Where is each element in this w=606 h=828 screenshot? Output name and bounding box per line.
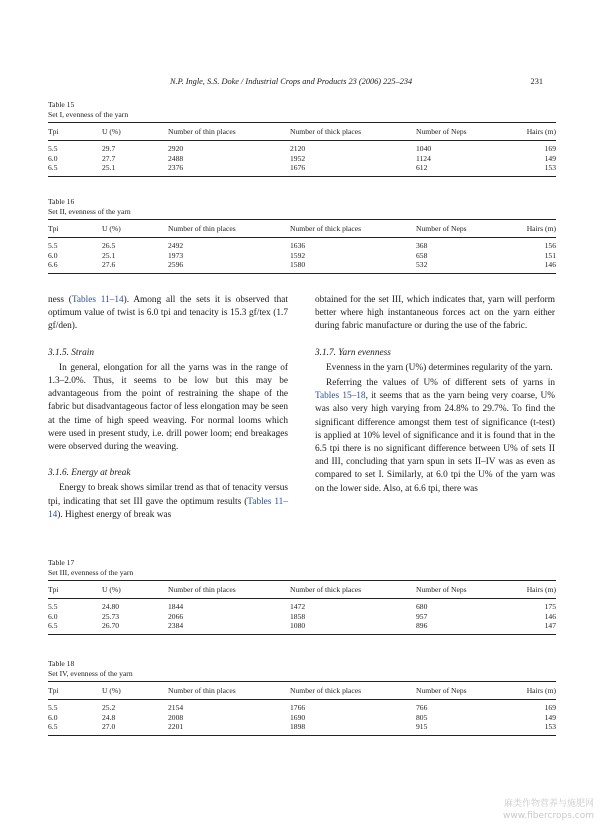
table-cell: 2376 [168, 163, 290, 176]
section-heading-evenness: 3.1.7. Yarn evenness [315, 347, 391, 358]
column-header: Number of thick places [290, 581, 416, 599]
table-cell: 25.1 [102, 163, 168, 176]
table-cell: 2596 [168, 260, 290, 273]
table-cell: 612 [416, 163, 496, 176]
table-cell: 6.0 [48, 712, 58, 722]
table-label: Table 16 [48, 197, 75, 206]
table-cell: 27.7 [102, 153, 116, 163]
table-cell: 1690 [290, 712, 306, 722]
table-cell: 6.0 [48, 153, 58, 163]
column-header: Tpi [48, 682, 102, 700]
table-cell: 149 [544, 712, 556, 722]
paragraph-energy-continued: obtained for the set III, which indicates that, yarn will perform better where high instantaneous forces act on the yarn either during fabric manufacture or during the use of the fabric. [315, 295, 555, 332]
table-cell: 153 [496, 163, 556, 176]
table-cell: 26.5 [102, 241, 116, 250]
section-heading-strain: 3.1.5. Strain [48, 347, 94, 358]
column-header: Number of Neps [416, 123, 496, 141]
table-row [48, 154, 556, 164]
table-cell: 149 [544, 153, 556, 163]
table-cell: 2120 [290, 144, 306, 153]
table-cell: 2066 [168, 611, 184, 621]
table-cell: 146 [496, 260, 556, 273]
column-header: Hairs (m) [496, 123, 556, 141]
table-cell: 25.1 [102, 250, 116, 260]
table-cell: 24.8 [102, 712, 116, 722]
table-cell: 6.5 [48, 722, 102, 735]
table-cell: 5.5 [48, 703, 58, 712]
table-cell: 1952 [290, 153, 306, 163]
watermark-url: www.fibercrops.com [503, 811, 594, 821]
table-cell: 2492 [168, 241, 184, 250]
table-row [48, 141, 556, 154]
data-table [48, 580, 556, 635]
table-cell: 169 [544, 144, 556, 153]
table-cell: 1580 [290, 260, 416, 273]
table-cell: 5.5 [48, 602, 58, 611]
table-row [48, 612, 556, 622]
column-header: Number of Neps [416, 682, 496, 700]
table-cell: 26.70 [102, 621, 168, 634]
table-cell: 1844 [168, 602, 184, 611]
left-text-column [48, 294, 288, 522]
table-row [48, 251, 556, 261]
table-cell: 2384 [168, 621, 290, 634]
column-header: U (%) [102, 220, 168, 238]
table-cell: 1898 [290, 722, 416, 735]
running-header-citation: N.P. Ingle, S.S. Doke / Industrial Crops and Products 23 (2006) 225–234 [170, 77, 413, 86]
table-cell: 805 [416, 712, 428, 722]
table-label: Table 15 [48, 100, 75, 109]
table-reference-link[interactable]: Tables 11–14 [48, 496, 288, 520]
table-label: Table 17 [48, 558, 75, 567]
table-row [48, 599, 556, 612]
table-row [48, 163, 556, 176]
table-cell: 2008 [168, 712, 184, 722]
table-cell: 146 [544, 611, 556, 621]
table-caption: Set IV, evenness of the yarn [48, 669, 133, 678]
table-cell: 2154 [168, 703, 184, 712]
table-cell: 5.5 [48, 144, 58, 153]
table-cell: 169 [544, 703, 556, 712]
table-cell: 24.80 [102, 602, 120, 611]
table-row [48, 713, 556, 723]
table-cell: 1592 [290, 250, 306, 260]
table-cell: 368 [416, 241, 428, 250]
paragraph-energy: Energy to break shows similar trend as that of tenacity versus tpi, indicating that set III gave the optimum results (Tables 11–14). Highest energy of break was [48, 483, 288, 520]
site-watermark [503, 798, 594, 822]
table-cell: 1040 [416, 144, 432, 153]
data-table [48, 219, 556, 274]
table-cell: 25.73 [102, 611, 120, 621]
table-cell: 2201 [168, 722, 290, 735]
table-cell: 766 [416, 703, 428, 712]
table-row [48, 238, 556, 251]
table-row [48, 621, 556, 634]
column-header: Number of thick places [290, 220, 416, 238]
table-header-row [48, 581, 556, 599]
table-caption: Set III, evenness of the yarn [48, 568, 134, 577]
column-header: Number of thin places [168, 581, 290, 599]
column-header: Number of thin places [168, 123, 290, 141]
table-cell: 1124 [416, 153, 431, 163]
table-cell: 1858 [290, 611, 306, 621]
table-cell: 1472 [290, 602, 306, 611]
column-header: Number of thin places [168, 682, 290, 700]
table-cell: 6.0 [48, 611, 58, 621]
table-cell: 1766 [290, 703, 306, 712]
column-header: Number of thin places [168, 220, 290, 238]
table-cell: 896 [416, 621, 496, 634]
table-header-row [48, 682, 556, 700]
page-number: 231 [530, 77, 543, 86]
table-cell: 2488 [168, 153, 184, 163]
table-cell: 2920 [168, 144, 184, 153]
table-cell: 27.6 [102, 260, 168, 273]
table-cell: 175 [544, 602, 556, 611]
column-header: Number of Neps [416, 220, 496, 238]
column-header: U (%) [102, 123, 168, 141]
table-caption: Set I, evenness of the yarn [48, 110, 129, 119]
table-cell: 6.6 [48, 260, 102, 273]
watermark-title: 麻类作物营养与施肥网 [503, 799, 594, 809]
column-header: Tpi [48, 581, 102, 599]
paragraph-u-percent: Referring the values of U% of different sets of yarns in Tables 15–18, it seems that as the yarn being very coarse, U% was also very high varying from 24.8% to 29.7%. To find the significant difference amongst them test of significance (t-test) is applied at 10% level of significance and it is found that in the 6.5 tpi there is no significant difference between U% of sets II and III, concluding that yarn spun in sets II–IV was as even as compared to set I. Similarly, at 6.0 tpi the U% of the yarn was on the lower side. Also, at 6.6 tpi, there was [315, 378, 555, 494]
column-header: U (%) [102, 581, 168, 599]
table-label: Table 18 [48, 659, 75, 668]
column-header: Tpi [48, 220, 102, 238]
table-header-row [48, 123, 556, 141]
table-cell: 6.0 [48, 250, 58, 260]
column-header: Number of Neps [416, 581, 496, 599]
column-header: Number of thick places [290, 682, 416, 700]
table-row [48, 260, 556, 273]
table-cell: 156 [544, 241, 556, 250]
table-reference-link[interactable]: Tables 11–14 [71, 295, 124, 305]
table-cell: 1080 [290, 621, 416, 634]
table-cell: 147 [496, 621, 556, 634]
table-18 [48, 659, 556, 736]
column-header: Tpi [48, 123, 102, 141]
column-header: Hairs (m) [496, 682, 556, 700]
table-16 [48, 197, 556, 274]
data-table [48, 122, 556, 177]
table-caption: Set II, evenness of the yarn [48, 207, 131, 216]
table-row [48, 722, 556, 735]
table-cell: 680 [416, 602, 428, 611]
table-cell: 25.2 [102, 703, 116, 712]
column-header: Hairs (m) [496, 220, 556, 238]
table-17 [48, 558, 556, 635]
column-header: U (%) [102, 682, 168, 700]
table-reference-link[interactable]: Tables 15–18 [315, 391, 366, 402]
table-header-row [48, 220, 556, 238]
table-cell: 5.5 [48, 241, 58, 250]
running-header [0, 77, 606, 91]
table-cell: 532 [416, 260, 496, 273]
table-cell: 29.7 [102, 144, 116, 153]
table-cell: 1676 [290, 163, 416, 176]
column-header: Number of thick places [290, 123, 416, 141]
section-heading-energy: 3.1.6. Energy at break [48, 468, 131, 479]
paragraph-tenacity: ness (Tables 11–14). Among all the sets it is observed that optimum value of twist is 6.0 tpi and tenacity is 15.3 gf/tex (1.7 gf/den). [48, 295, 289, 332]
right-text-column [315, 294, 555, 496]
table-cell: 957 [416, 611, 428, 621]
table-cell: 151 [544, 250, 556, 260]
table-cell: 6.5 [48, 163, 102, 176]
table-cell: 27.0 [102, 722, 168, 735]
table-cell: 658 [416, 250, 428, 260]
paragraph-evenness: Evenness in the yarn (U%) determines regularity of the yarn. [326, 362, 553, 373]
table-cell: 1973 [168, 250, 184, 260]
table-row [48, 700, 556, 713]
table-cell: 1636 [290, 241, 306, 250]
column-header: Hairs (m) [496, 581, 556, 599]
data-table [48, 681, 556, 736]
table-cell: 915 [416, 722, 496, 735]
paragraph-strain: In general, elongation for all the yarns was in the range of 1.3–2.0%. Thus, it seems to be low but this may be advantageous from the point of restraining the shape of the fabric but disadvantageous factor of less elongation may be seen at the time of high speed weaving. For normal looms which were used in present study, i.e. drill power loom; end breakages were observed during the weaving. [48, 362, 288, 453]
table-cell: 153 [496, 722, 556, 735]
table-cell: 6.5 [48, 621, 102, 634]
table-15 [48, 100, 556, 177]
